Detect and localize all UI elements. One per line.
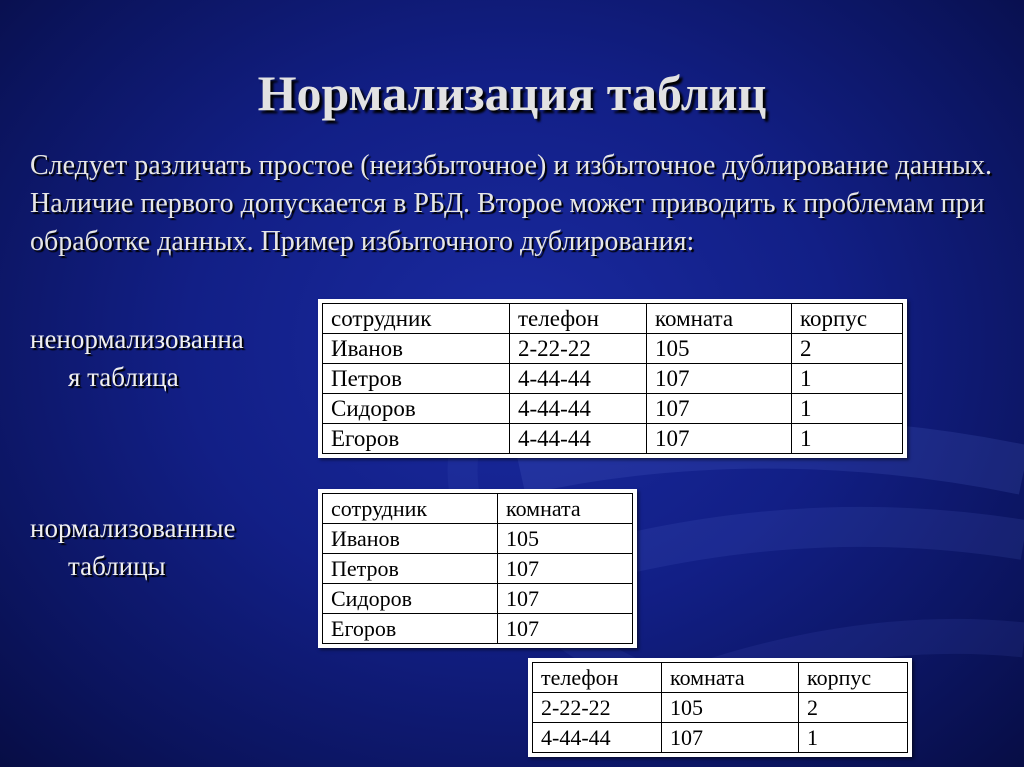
table-cell: Иванов [323, 334, 510, 364]
table-row [533, 693, 908, 723]
table-row [323, 424, 903, 454]
table-header-row [323, 494, 633, 524]
header-cell: комната [647, 304, 792, 334]
table-cell: Сидоров [323, 394, 510, 424]
table-cell: 1 [792, 424, 903, 454]
table-cell: 105 [647, 334, 792, 364]
header-cell: комната [662, 663, 799, 693]
table-row [323, 584, 633, 614]
table-header-row [533, 663, 908, 693]
table-cell: 1 [799, 723, 908, 753]
table-cell: 107 [498, 554, 633, 584]
slide-title: Нормализация таблиц [257, 65, 767, 121]
table-row [323, 364, 903, 394]
phones-rooms-table-frame [528, 658, 912, 757]
employees-rooms-table-frame [318, 489, 637, 648]
table-cell: 107 [647, 424, 792, 454]
table-cell: 2-22-22 [510, 334, 647, 364]
table-cell: 107 [498, 614, 633, 644]
table-row [323, 394, 903, 424]
table-cell: Сидоров [323, 584, 498, 614]
label-unnormalized-line1: ненормализованна [30, 324, 244, 354]
table-row [533, 723, 908, 753]
table-row [323, 554, 633, 584]
intro-paragraph: Следует различать простое (неизбыточное) и избыточное дублирование данных. Наличие первого допускается в РБД. Второе может приводить к проблемам при обработке данных. Пример избыточного дублирования: [30, 150, 992, 257]
header-cell: телефон [510, 304, 647, 334]
table-cell: 4-44-44 [510, 424, 647, 454]
label-normalized [30, 509, 236, 585]
table-cell: 2-22-22 [533, 693, 662, 723]
table-cell: Егоров [323, 424, 510, 454]
table-cell: 1 [792, 394, 903, 424]
employees-rooms-table [322, 493, 633, 644]
header-cell: сотрудник [323, 304, 510, 334]
table-cell: 105 [662, 693, 799, 723]
header-cell: сотрудник [323, 494, 498, 524]
table-cell: 1 [792, 364, 903, 394]
table-row [323, 334, 903, 364]
table-cell: 4-44-44 [510, 394, 647, 424]
table-cell: 2 [792, 334, 903, 364]
label-normalized-line2: таблицы [68, 551, 166, 581]
table-cell: 2 [799, 693, 908, 723]
table-cell: 107 [662, 723, 799, 753]
unnormalized-table-frame [318, 299, 907, 458]
table-cell: 4-44-44 [510, 364, 647, 394]
table-cell: Петров [323, 554, 498, 584]
table-row [323, 524, 633, 554]
table-cell: Иванов [323, 524, 498, 554]
table-cell: 107 [498, 584, 633, 614]
header-cell: комната [498, 494, 633, 524]
unnormalized-table [322, 303, 903, 454]
table-cell: Петров [323, 364, 510, 394]
table-row [323, 614, 633, 644]
table-cell: 105 [498, 524, 633, 554]
label-unnormalized-line2: я таблица [68, 362, 179, 392]
header-cell: корпус [799, 663, 908, 693]
header-cell: корпус [792, 304, 903, 334]
table-cell: Егоров [323, 614, 498, 644]
phones-rooms-table [532, 662, 908, 753]
header-cell: телефон [533, 663, 662, 693]
label-normalized-line1: нормализованные [30, 513, 236, 543]
label-unnormalized [30, 320, 244, 396]
table-cell: 107 [647, 364, 792, 394]
table-cell: 107 [647, 394, 792, 424]
table-header-row [323, 304, 903, 334]
table-cell: 4-44-44 [533, 723, 662, 753]
